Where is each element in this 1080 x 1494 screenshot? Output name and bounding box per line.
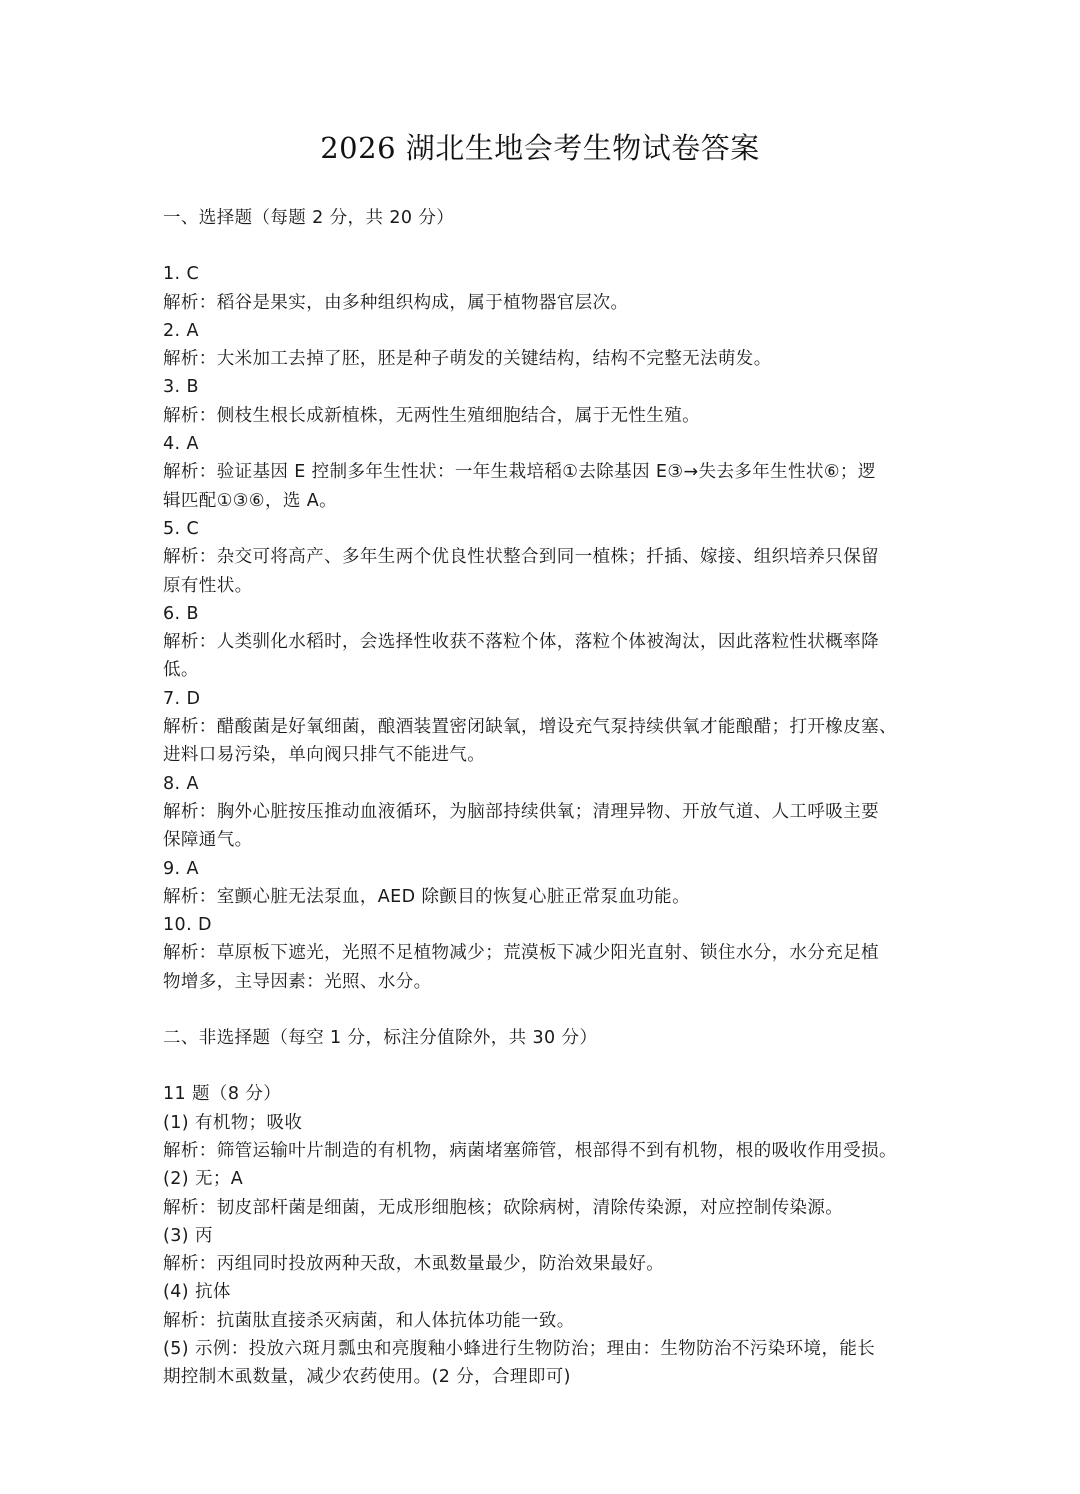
text-line: 11 题（8 分） xyxy=(163,1084,282,1105)
section-heading-choice: 一、选择题（每题 2 分，共 20 分） xyxy=(163,208,455,228)
text-line: 辑匹配①③⑥，选 A。 xyxy=(163,490,337,511)
page-title: 2026 湖北生地会考生物试卷答案 xyxy=(320,131,760,165)
text-line: 解析：胸外心脏按压推动血液循环，为脑部持续供氧；清理异物、开放气道、人工呼吸主要 xyxy=(163,801,879,822)
text-line: 原有性状。 xyxy=(163,575,253,596)
text-line: 解析：稻谷是果实，由多种组织构成，属于植物器官层次。 xyxy=(163,292,629,313)
text-line: 解析：草原板下遮光，光照不足植物减少；荒漠板下减少阳光直射、锁住水分，水分充足植 xyxy=(163,943,879,964)
text-line: 解析：侧枝生根长成新植株，无两性生殖细胞结合，属于无性生殖。 xyxy=(163,405,700,426)
text-line: 解析：韧皮部杆菌是细菌，无成形细胞核；砍除病树，清除传染源，对应控制传染源。 xyxy=(163,1197,844,1218)
text-line: 保障通气。 xyxy=(163,830,253,851)
text-line: (1) 有机物；吸收 xyxy=(163,1112,303,1133)
text-line: 9. A xyxy=(163,858,199,879)
section-choice-answers xyxy=(163,260,923,996)
text-line: 2. A xyxy=(163,320,199,341)
text-line: 物增多，主导因素：光照、水分。 xyxy=(163,971,432,992)
text-line: 期控制木虱数量，减少农药使用。(2 分，合理即可) xyxy=(163,1367,571,1388)
text-line: 解析：抗菌肽直接杀灭病菌，和人体抗体功能一致。 xyxy=(163,1310,575,1331)
text-line: 解析：室颤心脏无法泵血，AED 除颤目的恢复心脏正常泵血功能。 xyxy=(163,886,690,907)
text-line: (2) 无；A xyxy=(163,1169,244,1190)
text-line: 进料口易污染，单向阀只排气不能进气。 xyxy=(163,745,486,766)
text-line: 8. A xyxy=(163,773,199,794)
section-heading-non-choice: 二、非选择题（每空 1 分，标注分值除外，共 30 分） xyxy=(163,1028,598,1049)
text-line: 3. B xyxy=(163,377,199,398)
text-line: 解析：杂交可将高产、多年生两个优良性状整合到同一植株；扦插、嫁接、组织培养只保留 xyxy=(163,547,879,568)
text-line: 7. D xyxy=(163,688,201,709)
section-non-choice-answers xyxy=(163,1080,923,1391)
text-line: 解析：筛管运输叶片制造的有机物，病菌堵塞筛管，根部得不到有机物，根的吸收作用受损。 xyxy=(163,1140,897,1161)
text-line: 解析：丙组同时投放两种天敌，木虱数量最少，防治效果最好。 xyxy=(163,1254,665,1275)
text-line: 6. B xyxy=(163,603,199,624)
document-body xyxy=(163,204,923,1392)
text-line: 解析：验证基因 E 控制多年生性状：一年生栽培稻①去除基因 E③→失去多年生性状⑥；逻 xyxy=(163,462,876,483)
section-spacer xyxy=(163,996,923,1024)
text-line: (4) 抗体 xyxy=(163,1282,231,1303)
text-line: 解析：醋酸菌是好氧细菌，酿酒装置密闭缺氧，增设充气泵持续供氧才能酿醋；打开橡皮塞、 xyxy=(163,717,897,738)
text-line: 10. D xyxy=(163,915,212,936)
text-line: (5) 示例：投放六斑月瓢虫和亮腹釉小蜂进行生物防治；理由：生物防治不污染环境，能长 xyxy=(163,1338,876,1359)
text-line: 解析：人类驯化水稻时，会选择性收获不落粒个体，落粒个体被淘汰，因此落粒性状概率降 xyxy=(163,632,879,653)
text-line: 解析：大米加工去掉了胚，胚是种子萌发的关键结构，结构不完整无法萌发。 xyxy=(163,349,772,370)
text-line: (3) 丙 xyxy=(163,1225,213,1246)
text-line: 4. A xyxy=(163,434,199,455)
text-line: 1. C xyxy=(163,264,200,285)
text-line: 5. C xyxy=(163,518,200,539)
text-line: 低。 xyxy=(163,660,199,681)
